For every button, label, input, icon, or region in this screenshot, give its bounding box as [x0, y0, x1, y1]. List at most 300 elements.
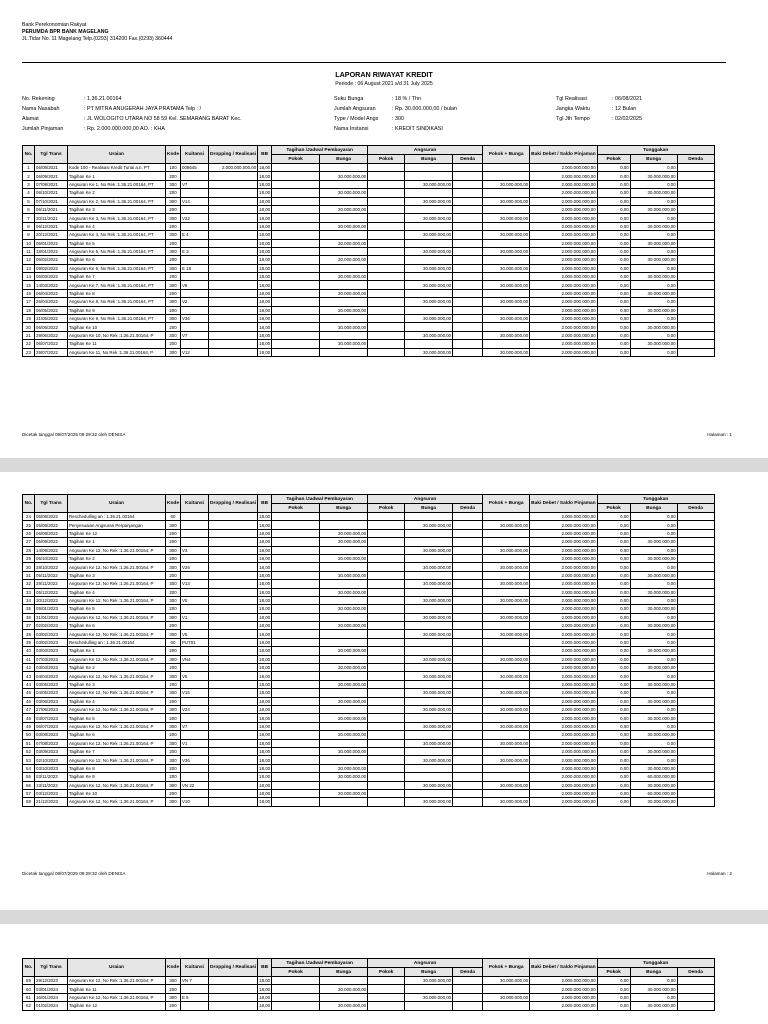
row-angsuran-bunga: 30.000.000,00 — [405, 247, 453, 255]
row-baki-debet: 2.000.000.000,00 — [530, 596, 598, 604]
row-bb: 18,00 — [259, 614, 271, 620]
row-kuitansi: V12 — [181, 348, 209, 356]
row-tagihan-bunga — [320, 630, 368, 638]
row-kuitansi: V26 — [181, 563, 209, 571]
row-kuitansi — [181, 588, 209, 596]
row-angsuran-bunga — [405, 1002, 453, 1010]
row-dropping — [209, 655, 258, 663]
row-kuitansi: V2 — [181, 298, 209, 306]
row-tunggakan-pokok: 0,00 — [597, 205, 630, 213]
row-uraian: Angsuran Ke 5, No Rek :1.36.21.00164, PT — [68, 247, 166, 255]
col-header-pokok-bunga: Pokok + Bunga — [483, 146, 530, 164]
col-header-baki-debet: Baki Debet / Saldo Pinjaman — [530, 146, 598, 164]
row-tunggakan-denda — [677, 697, 714, 705]
row-tagihan-bunga — [320, 613, 368, 621]
row-baki-debet: 2.000.000.000,00 — [530, 680, 598, 688]
row-tagihan-pokok — [272, 672, 320, 680]
row-tunggakan-pokok: 0,00 — [597, 546, 630, 554]
row-tunggakan-bunga: 0,00 — [630, 638, 677, 646]
row-angsuran-denda — [453, 798, 483, 806]
table-row — [23, 588, 715, 596]
row-tgl-trans: 26/04/2022 — [35, 298, 68, 306]
row-bb: 18,00 — [259, 978, 271, 984]
row-tgl-trans: 03/12/2023 — [35, 789, 68, 797]
row-tagihan-bunga — [320, 231, 368, 239]
row-angsuran-bunga: 30.000.000,00 — [405, 613, 453, 621]
row-tagihan-pokok — [272, 773, 320, 781]
row-bb: 18,00 — [259, 698, 271, 704]
row-dropping — [209, 697, 258, 705]
row-dropping — [209, 705, 258, 713]
row-baki-debet: 2.000.000.000,00 — [530, 1002, 598, 1010]
table-row — [23, 630, 715, 638]
row-kode: 200 — [166, 714, 181, 722]
row-angsuran-denda — [453, 781, 483, 789]
row-bb: 18,00 — [259, 530, 271, 536]
row-uraian: Angsuran Ke 12, No Rek :1.36.21.00164, P — [68, 630, 166, 638]
row-kuitansi: VN4 — [181, 655, 209, 663]
row-angsuran-bunga: 30.000.000,00 — [405, 231, 453, 239]
row-uraian: Tagihan Ke 1 — [68, 647, 166, 655]
row-tagihan-bunga: 30.000.000,00 — [320, 256, 368, 264]
row-tunggakan-bunga: 30.000.000,00 — [630, 239, 677, 247]
row-tunggakan-pokok: 0,00 — [597, 180, 630, 188]
row-dropping — [209, 714, 258, 722]
row-tunggakan-pokok: 0,00 — [597, 172, 630, 180]
col-header-sub-denda: Denda — [453, 155, 483, 164]
row-kode: 200 — [166, 773, 181, 781]
row-angsuran-bunga — [405, 529, 453, 537]
table-row — [23, 214, 715, 222]
row-tunggakan-denda — [677, 331, 714, 339]
row-tgl-trans: 18/01/2022 — [35, 247, 68, 255]
row-angsuran-bunga — [405, 773, 453, 781]
row-tagihan-pokok — [272, 521, 320, 529]
col-header-tunggakan: Tunggakan — [597, 146, 714, 155]
row-tagihan-pokok — [272, 655, 320, 663]
row-angsuran-bunga: 30.000.000,00 — [405, 630, 453, 638]
row-tunggakan-pokok: 0,00 — [597, 239, 630, 247]
row-tgl-trans: 03/03/2023 — [35, 647, 68, 655]
row-tunggakan-pokok: 0,00 — [597, 315, 630, 323]
row-tgl-trans: 03/06/2023 — [35, 697, 68, 705]
row-tunggakan-pokok: 0,00 — [597, 273, 630, 281]
info-column-terms — [334, 94, 457, 134]
row-pokok-bunga: 30.000.000,00 — [483, 977, 530, 985]
header-row-top — [23, 959, 715, 968]
row-baki-debet: 2.000.000.000,00 — [530, 798, 598, 806]
row-tgl-trans: 06/12/2021 — [35, 222, 68, 230]
row-dropping — [209, 672, 258, 680]
row-tunggakan-pokok: 0,00 — [597, 985, 630, 993]
row-kode: 60 — [166, 638, 181, 646]
row-pokok-bunga: 30.000.000,00 — [483, 993, 530, 1001]
row-tagihan-bunga: 30.000.000,00 — [320, 773, 368, 781]
row-tagihan-pokok — [272, 513, 320, 521]
row-tagihan-pokok — [272, 680, 320, 688]
row-kuitansi — [181, 205, 209, 213]
table-row — [23, 164, 715, 172]
page-number: Halaman : 2 — [707, 871, 732, 876]
row-no: 13 — [23, 264, 35, 272]
row-kode: 300 — [166, 630, 181, 638]
row-tunggakan-bunga: 30.000.000,00 — [630, 622, 677, 630]
row-bb: 18,00 — [259, 673, 271, 679]
row-uraian: Angsuran Ke 12, No Rek :1.36.21.00164, P — [68, 655, 166, 663]
bank-company-line: PERUMDA BPR BANK MAGELANG — [22, 29, 109, 35]
row-tgl-trans: 05/12/2022 — [35, 588, 68, 596]
row-bb: 18,00 — [259, 257, 271, 263]
col-header-sub-bunga: Bunga — [320, 155, 368, 164]
table-row — [23, 798, 715, 806]
row-bb: 18,00 — [259, 656, 271, 662]
col-header-sub-denda: Denda — [677, 968, 714, 977]
table-row — [23, 222, 715, 230]
row-kuitansi — [181, 605, 209, 613]
row-bb: 18,00 — [259, 791, 271, 797]
row-tunggakan-pokok: 0,00 — [597, 672, 630, 680]
row-kuitansi — [181, 789, 209, 797]
row-bb: 18,00 — [259, 623, 271, 629]
row-tunggakan-pokok: 0,00 — [597, 630, 630, 638]
row-tunggakan-denda — [677, 773, 714, 781]
row-pokok-bunga — [483, 622, 530, 630]
row-no: 19 — [23, 315, 35, 323]
row-tagihan-pokok — [272, 348, 320, 356]
row-no: 30 — [23, 563, 35, 571]
row-kuitansi: V3 — [181, 546, 209, 554]
row-bb: 18,00 — [259, 522, 271, 528]
row-no: 50 — [23, 731, 35, 739]
row-uraian: Angsuran Ke 12, No Rek :1.36.21.00164, P — [68, 689, 166, 697]
info-column-account — [22, 94, 242, 134]
row-no: 36 — [23, 613, 35, 621]
row-kode: 300 — [166, 521, 181, 529]
row-uraian: Angsuran Ke 12, No Rek :1.36.21.00164, P — [68, 756, 166, 764]
row-pokok-bunga — [483, 588, 530, 596]
row-bb: 18,00 — [259, 198, 271, 204]
table-row — [23, 977, 715, 985]
row-tagihan-bunga: 30.000.000,00 — [320, 571, 368, 579]
row-angsuran-pokok — [368, 680, 405, 688]
row-angsuran-denda — [453, 214, 483, 222]
row-no: 48 — [23, 714, 35, 722]
row-bb: 18,00 — [259, 732, 271, 738]
row-angsuran-bunga — [405, 306, 453, 314]
row-tunggakan-denda — [677, 298, 714, 306]
row-angsuran-bunga: 30.000.000,00 — [405, 264, 453, 272]
row-bb: 18,00 — [259, 223, 271, 229]
table-row — [23, 323, 715, 331]
row-bb: 18,00 — [259, 707, 271, 713]
row-tunggakan-denda — [677, 273, 714, 281]
row-no: 31 — [23, 571, 35, 579]
row-bb: 18,00 — [259, 606, 271, 612]
row-pokok-bunga — [483, 985, 530, 993]
row-tgl-trans: 29/06/2022 — [35, 331, 68, 339]
row-angsuran-denda — [453, 977, 483, 985]
row-kode: 300 — [166, 689, 181, 697]
row-baki-debet: 2.000.000.000,00 — [530, 655, 598, 663]
row-tagihan-pokok — [272, 247, 320, 255]
row-bb: 18,00 — [259, 316, 271, 322]
header-rule — [22, 62, 726, 63]
row-angsuran-denda — [453, 340, 483, 348]
row-tunggakan-denda — [677, 538, 714, 546]
row-no: 29 — [23, 554, 35, 562]
row-baki-debet: 2.000.000.000,00 — [530, 264, 598, 272]
row-tunggakan-denda — [677, 529, 714, 537]
report-page-1 — [0, 0, 768, 458]
row-bb: 18,00 — [259, 749, 271, 755]
row-angsuran-bunga: 30.000.000,00 — [405, 596, 453, 604]
row-tagihan-bunga: 30.000.000,00 — [320, 289, 368, 297]
col-header-sub-bunga: Bunga — [405, 155, 453, 164]
row-baki-debet: 2.000.000.000,00 — [530, 705, 598, 713]
row-tunggakan-bunga: 0,00 — [630, 977, 677, 985]
row-tagihan-pokok — [272, 189, 320, 197]
table-row — [23, 205, 715, 213]
row-pokok-bunga — [483, 205, 530, 213]
row-dropping — [209, 315, 258, 323]
row-bb: 18,00 — [259, 799, 271, 805]
row-tagihan-pokok — [272, 622, 320, 630]
row-pokok-bunga: 30.000.000,00 — [483, 596, 530, 604]
row-tagihan-pokok — [272, 705, 320, 713]
row-angsuran-pokok — [368, 189, 405, 197]
row-tunggakan-denda — [677, 222, 714, 230]
row-angsuran-bunga: 30.000.000,00 — [405, 672, 453, 680]
row-tunggakan-bunga: 30.000.000,00 — [630, 697, 677, 705]
row-pokok-bunga — [483, 638, 530, 646]
row-no: 32 — [23, 580, 35, 588]
bank-header — [22, 22, 172, 43]
row-uraian: Angsuran Ke 11, No Rek :1.36.21.00164, P — [68, 348, 166, 356]
row-tunggakan-pokok: 0,00 — [597, 231, 630, 239]
row-angsuran-bunga: 30.000.000,00 — [405, 214, 453, 222]
row-kode: 200 — [166, 256, 181, 264]
row-tunggakan-bunga: 0,00 — [630, 613, 677, 621]
row-no: 8 — [23, 222, 35, 230]
row-dropping — [209, 789, 258, 797]
row-kode: 200 — [166, 289, 181, 297]
row-baki-debet: 2.000.000.000,00 — [530, 222, 598, 230]
row-angsuran-denda — [453, 563, 483, 571]
row-baki-debet: 2.000.000.000,00 — [530, 340, 598, 348]
row-tunggakan-bunga: 0,00 — [630, 298, 677, 306]
row-tunggakan-pokok: 0,00 — [597, 647, 630, 655]
row-tagihan-bunga: 30.000.000,00 — [320, 714, 368, 722]
table-row — [23, 538, 715, 546]
row-tagihan-bunga: 30.000.000,00 — [320, 605, 368, 613]
row-angsuran-pokok — [368, 985, 405, 993]
row-tgl-trans: 06/08/2021 — [35, 164, 68, 172]
row-tagihan-pokok — [272, 739, 320, 747]
row-tunggakan-denda — [677, 189, 714, 197]
row-pokok-bunga: 30.000.000,00 — [483, 197, 530, 205]
row-tunggakan-denda — [677, 315, 714, 323]
row-tagihan-bunga — [320, 655, 368, 663]
row-tgl-trans: 20/12/2021 — [35, 231, 68, 239]
row-tunggakan-pokok: 0,00 — [597, 689, 630, 697]
row-tunggakan-pokok: 0,00 — [597, 247, 630, 255]
row-dropping — [209, 538, 258, 546]
row-pokok-bunga — [483, 513, 530, 521]
row-dropping — [209, 630, 258, 638]
row-angsuran-pokok — [368, 580, 405, 588]
col-header-baki-debet: Baki Debet / Saldo Pinjaman — [530, 495, 598, 513]
row-tgl-trans: 06/06/2022 — [35, 323, 68, 331]
info-row-jatuh-tempo: Tgl Jth Tempo : 02/02/2025 — [556, 116, 642, 122]
row-kode: 200 — [166, 622, 181, 630]
row-bb: 18,00 — [259, 539, 271, 545]
row-angsuran-pokok — [368, 756, 405, 764]
row-angsuran-pokok — [368, 647, 405, 655]
table-row — [23, 231, 715, 239]
row-pokok-bunga — [483, 306, 530, 314]
row-kode: 300 — [166, 247, 181, 255]
row-tunggakan-denda — [677, 180, 714, 188]
row-kuitansi — [181, 289, 209, 297]
row-no: 20 — [23, 323, 35, 331]
row-tagihan-pokok — [272, 563, 320, 571]
row-tunggakan-bunga: 30.000.000,00 — [630, 781, 677, 789]
row-tunggakan-denda — [677, 172, 714, 180]
row-tagihan-pokok — [272, 596, 320, 604]
row-uraian: Tagihan Ke 2 — [68, 664, 166, 672]
row-tunggakan-denda — [677, 281, 714, 289]
row-baki-debet: 2.000.000.000,00 — [530, 630, 598, 638]
row-no: 3 — [23, 180, 35, 188]
row-tunggakan-bunga: 0,00 — [630, 580, 677, 588]
col-header-no: No. — [23, 959, 35, 977]
row-angsuran-bunga — [405, 747, 453, 755]
row-uraian: Angsuran Ke 3, No Rek :1.36.21.00164, PT — [68, 214, 166, 222]
row-kuitansi: E 18 — [181, 264, 209, 272]
row-dropping — [209, 993, 258, 1001]
row-tagihan-bunga: 30.000.000,00 — [320, 273, 368, 281]
table-row — [23, 289, 715, 297]
row-angsuran-pokok — [368, 638, 405, 646]
col-header-sub-bunga: Bunga — [630, 504, 677, 513]
row-kode: 200 — [166, 273, 181, 281]
page-number: Halaman : 1 — [707, 432, 732, 437]
row-tgl-trans: 03/05/2023 — [35, 680, 68, 688]
row-tagihan-pokok — [272, 781, 320, 789]
row-tunggakan-bunga: 30.000.000,00 — [630, 747, 677, 755]
row-tunggakan-denda — [677, 164, 714, 172]
table-row — [23, 197, 715, 205]
row-kode: 200 — [166, 306, 181, 314]
row-tunggakan-bunga: 30.000.000,00 — [630, 189, 677, 197]
col-header-sub-bunga: Bunga — [320, 504, 368, 513]
row-tgl-trans: 04/04/2023 — [35, 672, 68, 680]
row-tagihan-bunga — [320, 993, 368, 1001]
row-angsuran-pokok — [368, 172, 405, 180]
row-dropping — [209, 521, 258, 529]
row-angsuran-denda — [453, 638, 483, 646]
row-bb: 18,00 — [259, 240, 271, 246]
row-tunggakan-bunga: 0,00 — [630, 247, 677, 255]
row-angsuran-denda — [453, 731, 483, 739]
row-tagihan-bunga — [320, 722, 368, 730]
row-baki-debet: 2.000.000.000,00 — [530, 554, 598, 562]
row-tunggakan-bunga: 0,00 — [630, 546, 677, 554]
row-angsuran-denda — [453, 281, 483, 289]
row-tunggakan-denda — [677, 231, 714, 239]
info-row-jumlah-angsuran: Jumlah Angsuran : Rp. 30.000.000,00 / bulan — [334, 106, 458, 112]
row-angsuran-denda — [453, 664, 483, 672]
row-kuitansi: V10 — [181, 798, 209, 806]
row-no: 22 — [23, 340, 35, 348]
row-kuitansi — [181, 747, 209, 755]
row-baki-debet: 2.000.000.000,00 — [530, 315, 598, 323]
row-angsuran-denda — [453, 205, 483, 213]
col-header-uraian: Uraian — [68, 146, 166, 164]
row-tunggakan-pokok: 0,00 — [597, 529, 630, 537]
row-angsuran-pokok — [368, 630, 405, 638]
row-pokok-bunga: 30.000.000,00 — [483, 231, 530, 239]
row-tagihan-bunga: 30.000.000,00 — [320, 1002, 368, 1010]
col-header-sub-denda: Denda — [677, 155, 714, 164]
row-tunggakan-bunga: 0,00 — [630, 513, 677, 521]
row-kode: 300 — [166, 739, 181, 747]
row-dropping — [209, 739, 258, 747]
row-angsuran-bunga — [405, 588, 453, 596]
row-baki-debet: 2.000.000.000,00 — [530, 672, 598, 680]
row-tagihan-pokok — [272, 697, 320, 705]
table-row — [23, 655, 715, 663]
row-uraian: Angsuran Ke 12, No Rek :1.36.21.00164, P — [68, 798, 166, 806]
row-kode: 200 — [166, 239, 181, 247]
row-tunggakan-denda — [677, 197, 714, 205]
row-tunggakan-bunga: 0,00 — [630, 630, 677, 638]
row-angsuran-denda — [453, 613, 483, 621]
row-bb: 18,00 — [259, 165, 271, 171]
row-no: 15 — [23, 281, 35, 289]
row-kode: 200 — [166, 189, 181, 197]
row-pokok-bunga — [483, 529, 530, 537]
row-angsuran-bunga — [405, 256, 453, 264]
row-angsuran-denda — [453, 222, 483, 230]
row-tunggakan-pokok: 0,00 — [597, 664, 630, 672]
row-uraian: Angsuran Ke 12, No Rek :1.36.21.00164, P — [68, 739, 166, 747]
row-tgl-trans: 06/08/2022 — [35, 529, 68, 537]
row-tunggakan-bunga: 30.000.000,00 — [630, 205, 677, 213]
row-tunggakan-pokok: 0,00 — [597, 521, 630, 529]
row-dropping — [209, 529, 258, 537]
row-uraian: Tagihan Ke 6 — [68, 731, 166, 739]
row-tagihan-pokok — [272, 993, 320, 1001]
col-header-tagihan: Tagihan /Jadwal Pembayaran — [272, 959, 368, 968]
table-row — [23, 705, 715, 713]
row-tagihan-pokok — [272, 638, 320, 646]
row-tunggakan-denda — [677, 985, 714, 993]
row-tunggakan-pokok: 0,00 — [597, 977, 630, 985]
row-tunggakan-bunga: 0,00 — [630, 281, 677, 289]
row-baki-debet: 2.000.000.000,00 — [530, 638, 598, 646]
row-baki-debet: 2.000.000.000,00 — [530, 239, 598, 247]
row-kuitansi: VN 22 — [181, 781, 209, 789]
row-no: 60 — [23, 985, 35, 993]
table-row — [23, 306, 715, 314]
row-tagihan-pokok — [272, 222, 320, 230]
row-baki-debet: 2.000.000.000,00 — [530, 521, 598, 529]
row-tagihan-bunga: 30.000.000,00 — [320, 664, 368, 672]
row-angsuran-denda — [453, 538, 483, 546]
row-angsuran-denda — [453, 513, 483, 521]
row-angsuran-pokok — [368, 538, 405, 546]
